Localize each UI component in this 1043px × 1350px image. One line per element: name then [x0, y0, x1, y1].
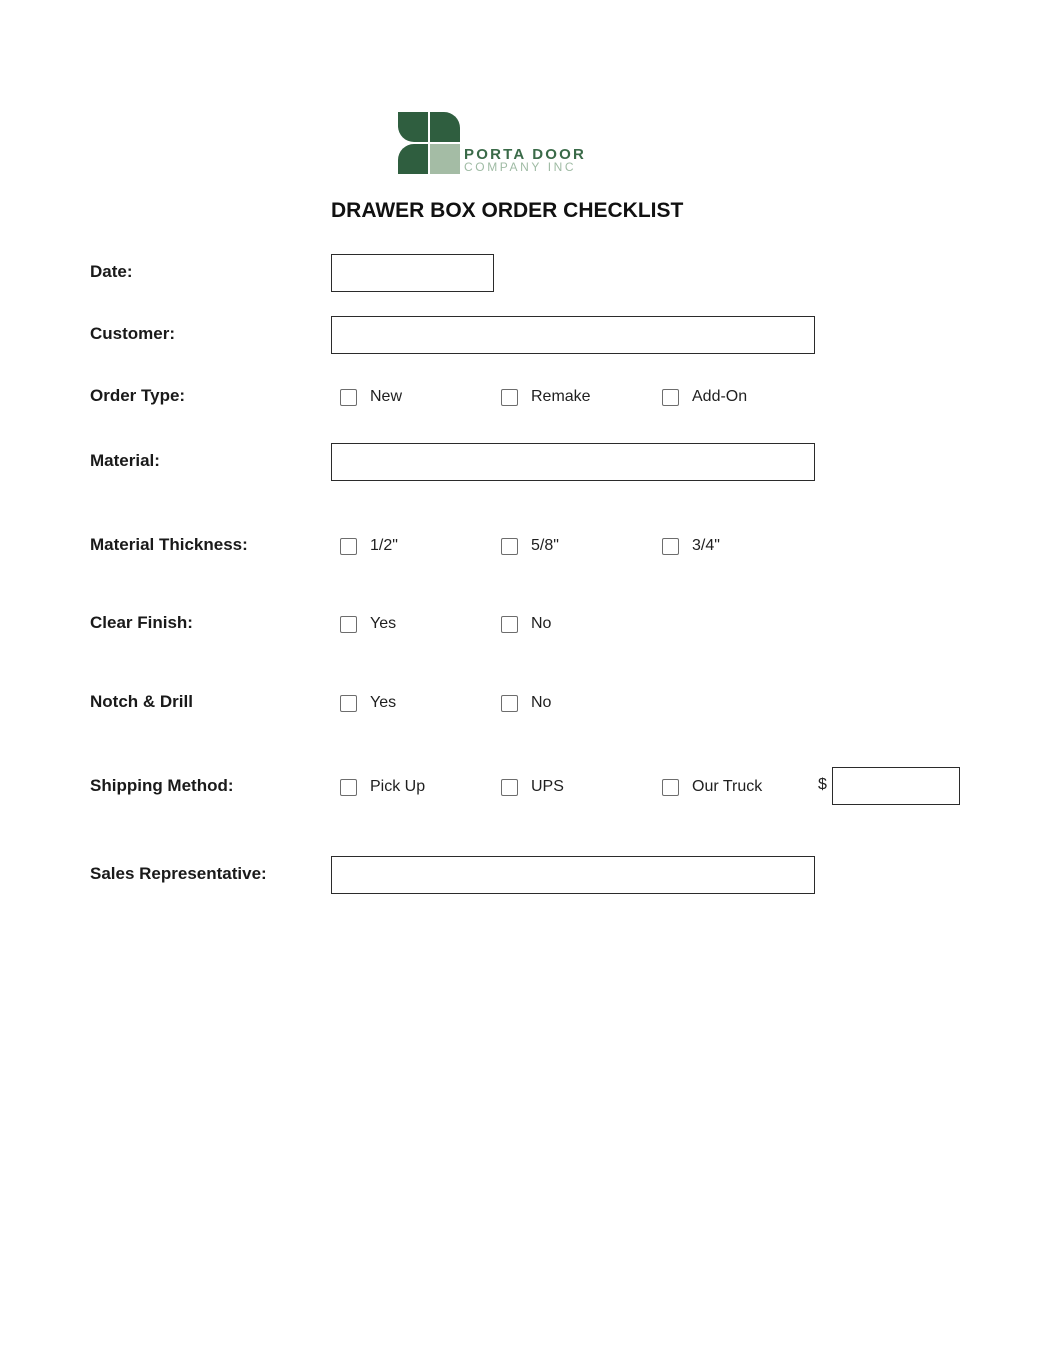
option-label: New [370, 388, 403, 405]
option-label: No [531, 694, 552, 711]
thickness-five-eighths-checkbox[interactable] [501, 538, 518, 555]
thickness-half-checkbox[interactable] [340, 538, 357, 555]
shipping-pick-up-checkbox[interactable] [340, 779, 357, 796]
clear-finish-yes-option[interactable] [340, 613, 396, 635]
shipping-our-truck-option[interactable] [662, 776, 762, 798]
shipping-method-label: Shipping Method: [90, 776, 234, 795]
order-type-add-on-option[interactable] [662, 386, 747, 408]
shipping-amount-field[interactable] [832, 767, 960, 805]
currency-symbol: $ [818, 776, 827, 793]
clear-finish-label: Clear Finish: [90, 613, 193, 632]
material-thickness-label: Material Thickness: [90, 535, 248, 554]
option-label: Pick Up [370, 778, 426, 795]
clear-finish-no-option[interactable] [501, 613, 551, 635]
material-field[interactable] [331, 443, 815, 481]
thickness-five-eighths-option[interactable] [501, 535, 559, 557]
option-label: 1/2" [370, 537, 398, 554]
order-type-new-checkbox[interactable] [340, 389, 357, 406]
shipping-our-truck-checkbox[interactable] [662, 779, 679, 796]
thickness-three-quarters-option[interactable] [662, 535, 720, 557]
logo-subtitle: COMPANY INC [464, 160, 577, 174]
date-label: Date: [90, 262, 133, 281]
shipping-ups-option[interactable] [501, 776, 564, 798]
date-field[interactable] [331, 254, 494, 292]
option-label: Yes [370, 615, 397, 632]
order-type-label: Order Type: [90, 386, 186, 405]
material-label: Material: [90, 451, 160, 470]
order-type-remake-checkbox[interactable] [501, 389, 518, 406]
option-label: No [531, 615, 552, 632]
notch-drill-no-checkbox[interactable] [501, 695, 518, 712]
option-label: Yes [370, 694, 397, 711]
customer-label: Customer: [90, 324, 176, 343]
notch-drill-no-option[interactable] [501, 692, 551, 714]
option-label: 3/4" [692, 537, 720, 554]
notch-drill-yes-checkbox[interactable] [340, 695, 357, 712]
company-logo [396, 110, 596, 180]
logo-wordmark [464, 148, 586, 173]
page-title: DRAWER BOX ORDER CHECKLIST [331, 199, 684, 222]
order-type-add-on-checkbox[interactable] [662, 389, 679, 406]
notch-drill-yes-option[interactable] [340, 692, 396, 714]
notch-drill-label: Notch & Drill [90, 692, 193, 711]
sales-representative-field[interactable] [331, 856, 815, 894]
thickness-three-quarters-checkbox[interactable] [662, 538, 679, 555]
logo-name: PORTA DOOR [464, 146, 586, 163]
option-label: Remake [531, 388, 591, 405]
order-type-new-option[interactable] [340, 386, 402, 408]
order-type-remake-option[interactable] [501, 386, 591, 408]
clear-finish-no-checkbox[interactable] [501, 616, 518, 633]
thickness-half-option[interactable] [340, 535, 398, 557]
option-label: Add-On [692, 388, 748, 405]
option-label: UPS [531, 778, 564, 795]
customer-field[interactable] [331, 316, 815, 354]
shipping-ups-checkbox[interactable] [501, 779, 518, 796]
option-label: Our Truck [692, 778, 763, 795]
option-label: 5/8" [531, 537, 559, 554]
shipping-pick-up-option[interactable] [340, 776, 425, 798]
clear-finish-yes-checkbox[interactable] [340, 616, 357, 633]
sales-representative-label: Sales Representative: [90, 864, 267, 883]
logo-mark-icon [396, 110, 462, 176]
